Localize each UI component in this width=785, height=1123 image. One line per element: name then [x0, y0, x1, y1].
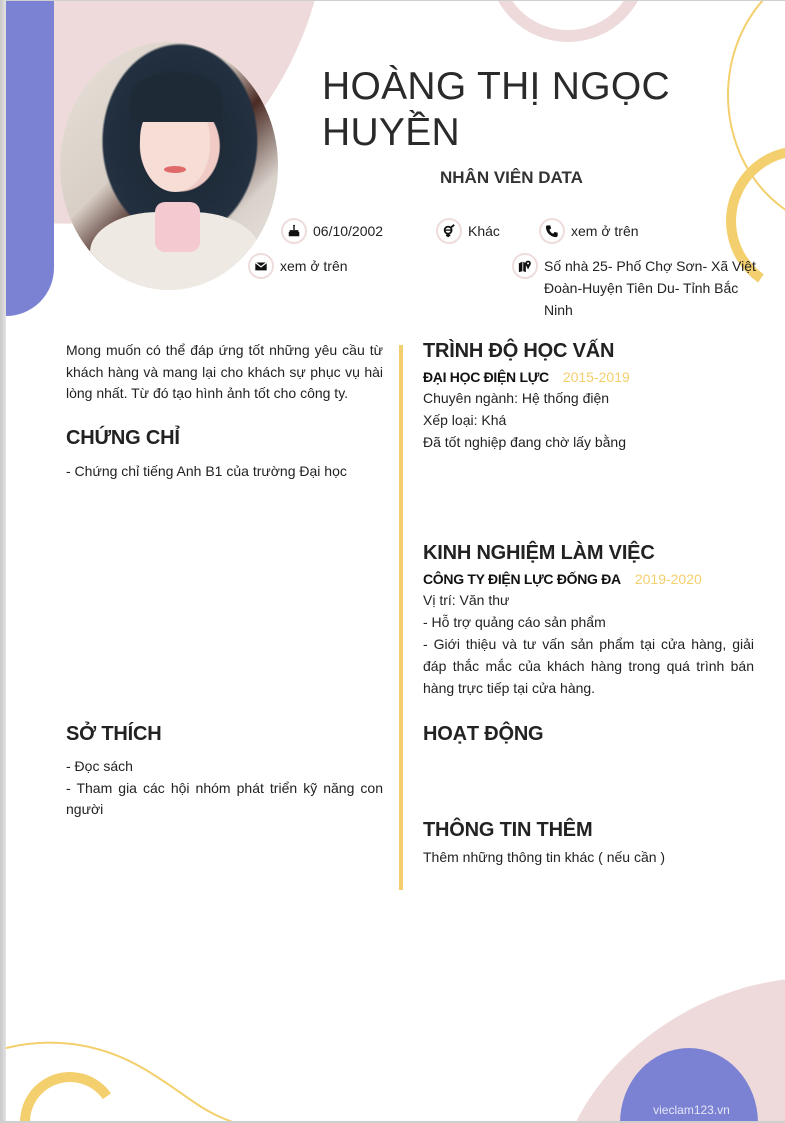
birthday-info	[281, 218, 383, 244]
email-icon	[248, 253, 274, 279]
certificates-section	[66, 427, 383, 482]
education-section	[423, 340, 754, 453]
email-value: xem ở trên	[280, 258, 348, 274]
photo-collar	[155, 202, 200, 252]
experience-title: KINH NGHIỆM LÀM VIỆC	[423, 542, 655, 564]
additional-info-text: Thêm những thông tin khác ( nếu cần )	[423, 849, 666, 865]
school-name: ĐẠI HỌC ĐIỆN LỰC	[423, 369, 549, 385]
company-name: CÔNG TY ĐIỆN LỰC ĐỐNG ĐA	[423, 571, 621, 587]
education-period: 2015-2019	[562, 369, 630, 385]
left-column	[66, 340, 383, 817]
certificate-item: - Chứng chỉ tiếng Anh B1 của trường Đại học	[66, 462, 347, 479]
hobbies-section	[66, 723, 383, 821]
birthday-value: 06/10/2002	[313, 223, 384, 239]
career-objective: Mong muốn có thể đáp ứng tốt những yêu cầu từ khách hàng và mang lại cho khách sự phục vụ hài lòng nhất. Từ đó tạo hình ảnh tốt cho công ty.	[66, 342, 383, 401]
hobby-item: - Tham gia các hội nhóm phát triển kỹ năng con người	[66, 779, 383, 817]
purple-bar-decoration	[6, 0, 54, 316]
watermark: vieclam123.vn	[653, 1103, 730, 1117]
gender-value: Khác	[468, 223, 500, 239]
page-top-border	[0, 0, 785, 1]
education-line: Đã tốt nghiệp đang chờ lấy bằng	[423, 434, 626, 450]
column-divider	[399, 345, 403, 890]
education-line: Chuyên ngành: Hệ thống điện	[423, 390, 610, 406]
activities-title: HOẠT ĐỘNG	[423, 723, 544, 745]
experience-line: - Hỗ trợ quảng cáo sản phẩm	[423, 614, 606, 630]
address-value: Số nhà 25- Phố Chợ Sơn- Xã Việt Đoàn-Huyện Tiên Du- Tỉnh Bắc Ninh	[544, 258, 756, 318]
education-line: Xếp loại: Khá	[423, 412, 507, 428]
experience-period: 2019-2020	[634, 571, 702, 587]
profile-photo	[60, 42, 278, 290]
email-info	[248, 253, 348, 279]
phone-info	[539, 218, 639, 244]
additional-info-title: THÔNG TIN THÊM	[423, 819, 593, 841]
experience-line: - Giới thiệu và tư vấn sản phẩm tại cửa hàng, giải đáp thắc mắc của khách hàng trong quá trình bán hàng trực tiếp tại cửa hàng.	[423, 636, 754, 696]
additional-info-section	[423, 819, 754, 868]
hobbies-title: SỞ THÍCH	[66, 723, 162, 745]
photo-lips	[164, 166, 186, 173]
birthday-cake-icon	[281, 218, 307, 244]
right-column	[423, 340, 754, 865]
experience-line: Vị trí: Văn thư	[423, 592, 510, 608]
hobby-item: - Đọc sách	[66, 758, 133, 774]
experience-header	[423, 569, 754, 589]
experience-section	[423, 542, 754, 699]
phone-icon	[539, 218, 565, 244]
address-info	[512, 253, 762, 321]
education-header	[423, 367, 754, 387]
gender-info	[436, 218, 500, 244]
phone-value: xem ở trên	[571, 223, 639, 239]
gender-icon	[436, 218, 462, 244]
page-left-edge	[0, 0, 6, 1123]
pink-ring-decoration	[488, 0, 648, 42]
photo-hair	[130, 72, 222, 122]
activities-section	[423, 723, 754, 746]
map-pin-icon	[512, 253, 538, 279]
certificates-title: CHỨNG CHỈ	[66, 426, 180, 449]
job-title: NHÂN VIÊN DATA	[440, 168, 583, 187]
education-title: TRÌNH ĐỘ HỌC VẤN	[423, 340, 615, 362]
candidate-name: HOÀNG THỊ NGỌC HUYỀN	[322, 65, 671, 154]
